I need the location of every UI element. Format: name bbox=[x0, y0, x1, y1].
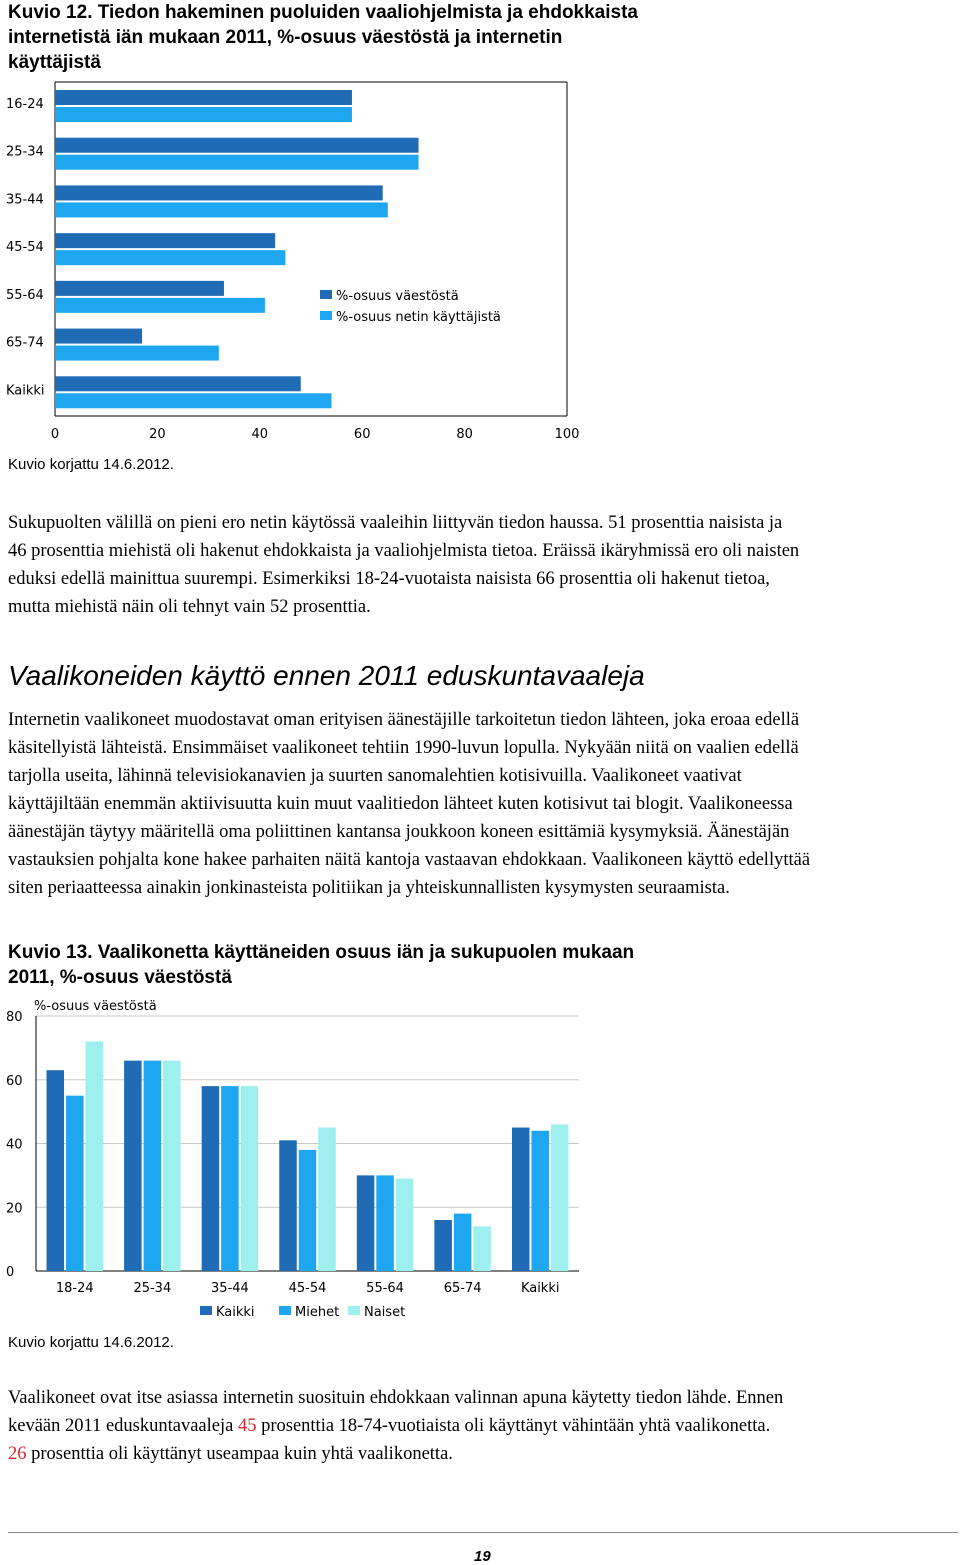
bar-25-34-kaikki bbox=[124, 1061, 142, 1271]
category-label: 16-24 bbox=[6, 97, 44, 112]
category-label: 18-24 bbox=[55, 1281, 94, 1296]
bar-45-54-kaikki bbox=[279, 1140, 297, 1271]
category-label: 45-54 bbox=[288, 1281, 327, 1296]
category-label: Kaikki bbox=[520, 1281, 560, 1296]
bar-45-54-series2 bbox=[55, 250, 285, 265]
bar-Kaikki-kaikki bbox=[512, 1128, 530, 1271]
bar-65-74-kaikki bbox=[434, 1220, 452, 1271]
legend-label: Naiset bbox=[364, 1305, 406, 1320]
highlighted-number: 45 bbox=[237, 1416, 257, 1436]
figure13-updated-note: Kuvio korjattu 14.6.2012. bbox=[8, 1334, 174, 1351]
bar-55-64-series1 bbox=[55, 281, 224, 296]
text-line: eduksi edellä mainittua suurempi. Esimerkiksi 18-24-vuotaista naisista 66 prosenttia oli hakenut tietoa, bbox=[8, 569, 770, 589]
text-line: äänestäjän täytyy määritellä oma poliittinen kantansa joukkoon koneen esittämiä kysymyksiä. Äänestäjän bbox=[8, 822, 790, 842]
figure12-updated-note: Kuvio korjattu 14.6.2012. bbox=[8, 456, 174, 473]
figure12-caption-line: internetistä iän mukaan 2011, %-osuus väestöstä ja internetin bbox=[8, 27, 563, 48]
bar-45-54-naiset bbox=[318, 1128, 336, 1271]
category-label: 35-44 bbox=[211, 1281, 249, 1296]
bar-65-74-miehet bbox=[454, 1214, 472, 1271]
figure13-chart bbox=[0, 992, 600, 1332]
bar-18-24-kaikki bbox=[47, 1070, 65, 1271]
bar-55-64-miehet bbox=[376, 1175, 394, 1271]
paragraph-voting-advice bbox=[8, 706, 958, 902]
figure12-caption bbox=[8, 0, 638, 75]
bar-65-74-naiset bbox=[473, 1226, 491, 1271]
bar-Kaikki-miehet bbox=[531, 1131, 549, 1271]
bar-25-34-series2 bbox=[55, 155, 419, 170]
text-fragment: kevään 2011 eduskuntavaaleja bbox=[8, 1416, 238, 1436]
text-line: 46 prosenttia miehistä oli hakenut ehdokkaista ja vaaliohjelmista tietoa. Eräissä ikäryhmissä ero oli naisten bbox=[8, 541, 800, 561]
bar-65-74-series2 bbox=[55, 346, 219, 361]
bar-16-24-series2 bbox=[55, 107, 352, 122]
bar-65-74-series1 bbox=[55, 329, 142, 344]
text-line: vastauksien pohjalta kone hakee parhaiten näitä kantoja vastaavan ehdokkaan. Vaalikoneen käyttö edellyttää bbox=[8, 850, 811, 870]
bar-35-44-kaikki bbox=[202, 1086, 220, 1271]
bar-16-24-series1 bbox=[55, 90, 352, 105]
category-label: 65-74 bbox=[6, 335, 44, 351]
paragraph-voting-advice-popularity bbox=[8, 1384, 958, 1468]
bar-Kaikki-series2 bbox=[55, 393, 331, 408]
bar-45-54-miehet bbox=[299, 1150, 317, 1271]
category-label: 25-34 bbox=[133, 1281, 172, 1296]
text-line bbox=[8, 1440, 958, 1468]
bar-18-24-naiset bbox=[86, 1042, 104, 1272]
bar-35-44-series2 bbox=[55, 202, 388, 217]
text-line: käsitellyistä lähteistä. Ensimmäiset vaalikoneet tehtiin 1990-luvun lopulla. Nykyään niitä on vaalien edellä bbox=[8, 738, 799, 758]
bar-25-34-miehet bbox=[144, 1061, 162, 1271]
x-tick-label: 60 bbox=[353, 427, 371, 442]
legend-swatch bbox=[279, 1306, 291, 1315]
bar-55-64-kaikki bbox=[357, 1175, 375, 1271]
highlighted-number: 26 bbox=[8, 1444, 27, 1464]
figure13-caption bbox=[8, 940, 634, 990]
y-tick-label: 0 bbox=[6, 1265, 15, 1280]
category-label: 35-44 bbox=[6, 192, 44, 208]
y-tick-label: 80 bbox=[6, 1010, 23, 1025]
legend-swatch bbox=[320, 311, 332, 320]
category-label: 55-64 bbox=[366, 1281, 404, 1296]
bar-55-64-naiset bbox=[396, 1179, 414, 1271]
bar-Kaikki-series1 bbox=[55, 376, 301, 391]
category-label: 45-54 bbox=[6, 240, 44, 256]
category-label: Kaikki bbox=[6, 383, 45, 399]
bar-35-44-series1 bbox=[55, 185, 383, 200]
section-heading: Vaalikoneiden käyttö ennen 2011 eduskuntavaaleja bbox=[8, 660, 645, 691]
figure13-caption-line: 2011, %-osuus väestöstä bbox=[8, 967, 232, 988]
text-line: mutta miehistä näin oli tehnyt vain 52 prosenttia. bbox=[8, 597, 371, 617]
bar-18-24-miehet bbox=[66, 1096, 84, 1271]
figure13-caption-line: Kuvio 13. Vaalikonetta käyttäneiden osuus iän ja sukupuolen mukaan bbox=[8, 942, 635, 963]
x-tick-label: 20 bbox=[149, 427, 166, 442]
bar-35-44-miehet bbox=[221, 1086, 239, 1271]
legend-swatch bbox=[320, 290, 332, 299]
figure12-chart bbox=[0, 74, 600, 454]
category-label: 65-74 bbox=[443, 1281, 482, 1296]
legend-label: Kaikki bbox=[216, 1305, 255, 1320]
text-fragment: prosenttia oli käyttänyt useampaa kuin yhtä vaalikonetta. bbox=[26, 1444, 453, 1464]
text-line: siten periaatteessa ainakin jonkinasteista politiikan ja yhteiskunnallisten kysymysten seuraamista. bbox=[8, 878, 730, 898]
text-line: käyttäjiltään enemmän aktiivisuutta kuin muut vaalitiedon lähteet kuten kotisivut tai blogit. Vaalikoneessa bbox=[8, 794, 793, 814]
bar-35-44-naiset bbox=[241, 1086, 259, 1271]
text-line: Vaalikoneet ovat itse asiassa internetin suosituin ehdokkaan valinnan apuna käytetty tiedon lähde. Ennen bbox=[8, 1388, 784, 1408]
text-line: Sukupuolten välillä on pieni ero netin käytössä vaaleihin liittyvän tiedon haussa. 51 prosenttia naisista ja bbox=[8, 513, 783, 533]
bar-25-34-series1 bbox=[55, 138, 419, 153]
legend-swatch bbox=[200, 1306, 212, 1315]
legend-label: Miehet bbox=[295, 1305, 340, 1320]
legend-label: %-osuus väestöstä bbox=[336, 289, 459, 304]
figure12-caption-line: Kuvio 12. Tiedon hakeminen puoluiden vaaliohjelmista ja ehdokkaista bbox=[8, 2, 638, 23]
y-tick-label: 20 bbox=[6, 1201, 23, 1217]
bar-55-64-series2 bbox=[55, 298, 265, 313]
text-line bbox=[8, 1412, 958, 1440]
text-fragment: prosenttia 18-74-vuotiaista oli käyttänyt vähintään yhtä vaalikonetta. bbox=[256, 1416, 771, 1436]
y-tick-label: 60 bbox=[6, 1073, 23, 1089]
legend-label: %-osuus netin käyttäjistä bbox=[336, 310, 501, 325]
page-number: 19 bbox=[474, 1548, 491, 1565]
bar-25-34-naiset bbox=[163, 1061, 181, 1271]
x-tick-label: 80 bbox=[456, 427, 473, 442]
category-label: 55-64 bbox=[6, 287, 44, 303]
bar-Kaikki-naiset bbox=[551, 1124, 569, 1271]
y-tick-label: 40 bbox=[6, 1137, 23, 1153]
text-line: Internetin vaalikoneet muodostavat oman erityisen äänestäjille tarkoitetun tiedon lähteen, joka eroaa edellä bbox=[8, 710, 800, 730]
x-tick-label: 0 bbox=[50, 427, 60, 442]
x-tick-label: 40 bbox=[251, 427, 269, 442]
legend-swatch bbox=[348, 1306, 360, 1315]
y-axis-title: %-osuus väestöstä bbox=[34, 999, 157, 1014]
figure12-caption-line: käyttäjistä bbox=[8, 52, 101, 73]
category-label: 25-34 bbox=[6, 144, 44, 160]
x-tick-label: 100 bbox=[554, 427, 580, 442]
bar-45-54-series1 bbox=[55, 233, 275, 248]
text-line: tarjolla useita, lähinnä televisiokanavien ja suurten sanomalehtien kotisivuilla. Vaalikoneet vaativat bbox=[8, 766, 742, 786]
paragraph-gender-difference bbox=[8, 509, 958, 621]
footer-rule bbox=[8, 1532, 958, 1533]
